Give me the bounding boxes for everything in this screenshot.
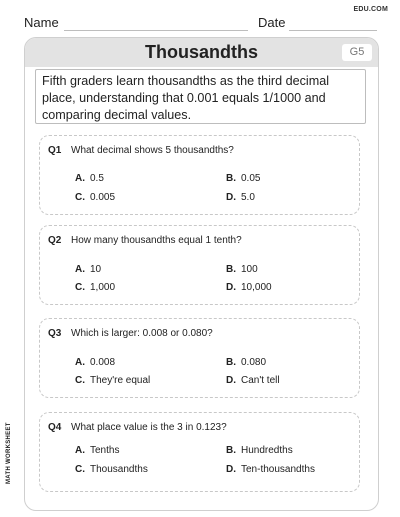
option-c[interactable]: C. 0.005 [75,192,116,203]
question-card-4 [39,412,360,492]
option-b[interactable]: B. 100 [226,264,258,275]
option-a[interactable]: A. 0.008 [75,357,116,368]
question-text: How many thousandths equal 1 tenth? [71,235,242,246]
date-label: Date [258,15,286,30]
worksheet-frame [24,37,379,511]
option-b[interactable]: B. 0.080 [226,357,267,368]
option-a[interactable]: A. Tenths [75,445,120,456]
question-text: Which is larger: 0.008 or 0.080? [71,328,213,339]
question-text: What place value is the 3 in 0.123? [71,422,227,433]
option-a[interactable]: A. 10 [75,264,102,275]
question-number: Q4 [48,422,62,433]
name-label: Name [24,15,59,30]
date-line [289,30,377,31]
question-card-1 [39,135,360,215]
question-card-2 [39,225,360,305]
option-d[interactable]: D. 5.0 [226,192,255,203]
title-bar [25,38,378,67]
option-d[interactable]: D. Ten-thousandths [226,464,315,475]
question-number: Q3 [48,328,62,339]
option-b[interactable]: B. Hundredths [226,445,293,456]
option-b[interactable]: B. 0.05 [226,173,261,184]
option-c[interactable]: C. 1,000 [75,282,116,293]
question-number: Q2 [48,235,62,246]
brand-logo: EDU.COM [353,6,388,13]
option-d[interactable]: D. Can't tell [226,375,280,386]
option-a[interactable]: A. 0.5 [75,173,104,184]
option-c[interactable]: C. Thousandths [75,464,148,475]
grade-badge: G5 [342,44,372,61]
intro-text: Fifth graders learn thousandths as the third decimal place, understanding that 0.001 equals 1/1000 and comparing decimal values. [35,69,366,124]
side-label: MATH WORKSHEET [6,422,12,484]
question-number: Q1 [48,145,62,156]
option-c[interactable]: C. They're equal [75,375,151,386]
worksheet-title: Thousandths [145,42,258,62]
question-text: What decimal shows 5 thousandths? [71,145,234,156]
question-card-3 [39,318,360,398]
option-d[interactable]: D. 10,000 [226,282,272,293]
name-line [64,30,248,31]
